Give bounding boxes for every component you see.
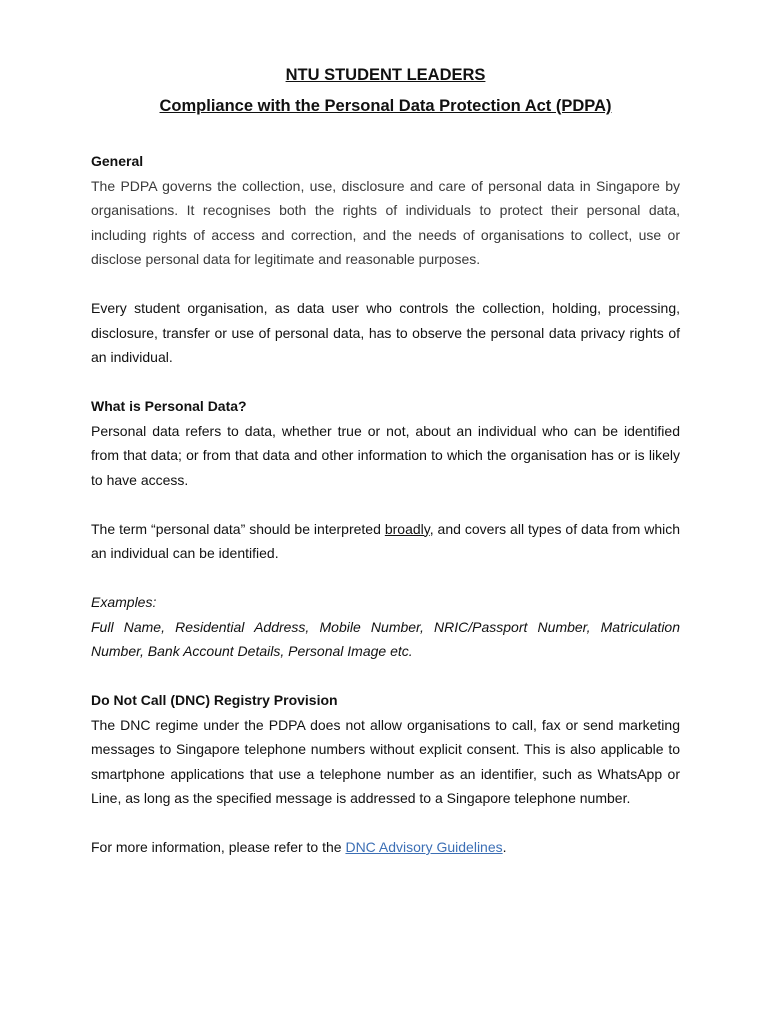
broadly-emphasis: broadly xyxy=(384,520,430,537)
general-paragraph-1: The PDPA governs the collection, use, disclosure and care of personal data in Singapore by organisations. It recognises both the rights of individuals to protect their personal data, including rights of access and correction, and the needs of organisations to collect, use or disclose personal data for legitimate and reasonable purposes. xyxy=(91,177,680,267)
dnc-more-info-text: For more information, please refer to the xyxy=(91,839,346,855)
document-page xyxy=(91,64,680,884)
dnc-more-info xyxy=(91,835,680,860)
dnc-guidelines-link[interactable]: DNC Advisory Guidelines xyxy=(345,839,503,855)
section-heading-dnc: Do Not Call (DNC) Registry Provision xyxy=(91,692,338,708)
section-heading-general: General xyxy=(91,153,144,169)
personal-data-paragraph-2 xyxy=(91,517,680,566)
dnc-paragraph-1: The DNC regime under the PDPA does not allow organisations to call, fax or send marketing messages to Singapore telephone numbers without explicit consent. This is also applicable to smartphone applications that use a telephone number as an identifier, such as WhatsApp or Line, as long as the specified message is addressed to a Singapore telephone number. xyxy=(91,716,680,806)
general-paragraph-2: Every student organisation, as data user who controls the collection, holding, processing, disclosure, transfer or use of personal data, has to observe the personal data privacy rights of an individual. xyxy=(91,300,680,365)
dnc-more-info-end: . xyxy=(502,839,507,855)
section-personal-data xyxy=(91,394,680,664)
personal-data-paragraph-1: Personal data refers to data, whether true or not, about an individual who can be identified from that data; or from that data and other information to which the organisation has or is likely to have access. xyxy=(91,422,680,488)
examples-list: Full Name, Residential Address, Mobile Number, NRIC/Passport Number, Matriculation Number, Bank Account Details, Personal Image etc. xyxy=(91,618,680,659)
examples-label: Examples: xyxy=(91,594,157,610)
personal-data-paragraph-2-start: The term “personal data” should be interpreted xyxy=(91,520,385,537)
section-general xyxy=(91,149,680,370)
section-heading-personal-data: What is Personal Data? xyxy=(91,398,247,414)
document-title: NTU STUDENT LEADERS xyxy=(285,66,486,84)
section-dnc xyxy=(91,688,680,860)
document-subtitle: Compliance with the Personal Data Protection Act (PDPA) xyxy=(159,97,612,115)
personal-data-paragraph-2-end: , and covers all types of data from which an individual can be identified. xyxy=(91,520,680,561)
